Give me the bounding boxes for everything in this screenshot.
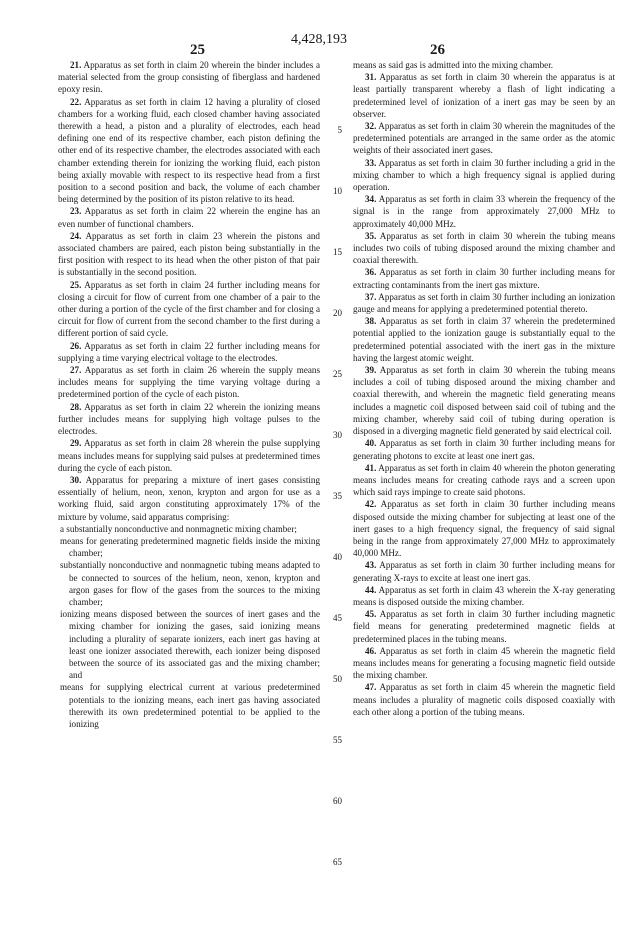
line-number: 35 bbox=[333, 491, 342, 501]
claim-46: 46. Apparatus as set forth in claim 45 wherein the magnetic field means includes means for generating a focusing magnetic field outside the mixing chamber. bbox=[353, 645, 615, 681]
claim-40: 40. Apparatus as set forth in claim 30 further including means for generating photons to excite at least one inert gas. bbox=[353, 438, 615, 461]
claim-42: 42. Apparatus as set forth in claim 30 further including means disposed outside the mixing chamber for subjecting at least one of the inert gases to a high frequency signal, the frequency of said signal being in the range from approximately 27,000 MHz to approximately 40,000 MHz. bbox=[353, 499, 615, 559]
claim-30-element: means for supplying electrical current at various predetermined potentials to the ionizing means, each inert gas having associated therewith its own predetermined potential to be applied to the ionizing bbox=[60, 682, 320, 729]
claim-30-continuation: means as said gas is admitted into the mixing chamber. bbox=[353, 60, 554, 70]
line-number: 10 bbox=[333, 186, 342, 196]
page-number-left: 25 bbox=[190, 42, 205, 58]
claim-23: 23. Apparatus as set forth in claim 22 wherein the engine has an even number of functional chambers. bbox=[58, 206, 320, 229]
line-number: 65 bbox=[333, 857, 342, 867]
right-column bbox=[353, 59, 615, 718]
claim-37: 37. Apparatus as set forth in claim 30 further including an ionization gauge and means for applying a predetermined potential thereto. bbox=[353, 291, 615, 315]
claim-47: 47. Apparatus as set forth in claim 45 wherein the magnetic field means includes a plurality of magnetic coils disposed coaxially with each other along a portion of the tubing means. bbox=[353, 682, 615, 717]
patent-number: 4,428,193 bbox=[291, 32, 347, 47]
claim-28: 28. Apparatus as set forth in claim 22 wherein the ionizing means further includes means for supplying high voltage pulses to the electrodes. bbox=[58, 401, 320, 437]
claim-45: 45. Apparatus as set forth in claim 30 further including magnetic field means for generating predetermined magnetic fields at predetermined places in the tubing means. bbox=[353, 609, 615, 644]
claim-43: 43. Apparatus as set forth in claim 30 further including means for generating X-rays to excite at least one inert gas. bbox=[353, 560, 615, 583]
line-number: 40 bbox=[333, 552, 342, 562]
claim-30-element: a substantially nonconductive and nonmagnetic mixing chamber; bbox=[60, 523, 297, 534]
claim-30-element: ionizing means disposed between the sources of inert gases and the mixing chamber for ionizing the gases, said ionizing means including a plurality of separate ionizers, each inert gas having at least one ionizer associated therewith, each ionizer being disposed between the source of its associated gas and the mixing chamber; and bbox=[60, 609, 320, 681]
page-number-right: 26 bbox=[430, 42, 445, 58]
line-number: 60 bbox=[333, 796, 342, 806]
claim-24: 24. Apparatus as set forth in claim 23 wherein the pistons and associated chambers are paired, each piston being substantially in the first position with respect to its head when the other piston of that pair is substantially in the second position. bbox=[58, 230, 320, 278]
claim-31: 31. Apparatus as set forth in claim 30 wherein the apparatus is at least partially transparent whereby a flash of light indicating a predetermined level of ionization of a inert gas may be seen by an observer. bbox=[353, 72, 615, 119]
claim-22: 22. Apparatus as set forth in claim 12 having a plurality of closed chambers for a working fluid, each closed chamber having associated therewith a head, a piston and a plurality of electrodes, each head defining one end of its respective chamber, each piston defining the other end of its respective chamber, the electrodes associated with each chamber extending therein for ionizing the working fluid, each piston being axially movable with respect to its respective head from a first position to a second position and back, the volume of each chamber being determined by the position of its piston relative to its head. bbox=[58, 96, 320, 205]
line-number: 30 bbox=[333, 430, 342, 440]
line-number: 20 bbox=[333, 308, 342, 318]
claim-21: 21. Apparatus as set forth in claim 20 wherein the binder includes a material selected from the group consisting of fiberglass and hardened epoxy resin. bbox=[58, 60, 320, 95]
line-number: 50 bbox=[333, 674, 342, 684]
claim-39: 39. Apparatus as set forth in claim 30 wherein the tubing means includes a coil of tubing disposed around the mixing chamber and coaxial therewith, and wherein the magnetic field generating means includes a magnetic coil disposed between said coil of tubing and the mixing chamber, whereby said coil of tubing during operation is disposed in a diverging magnetic field generated by said electrical coil. bbox=[353, 365, 615, 437]
claim-32: 32. Apparatus as set forth in claim 30 wherein the magnitudes of the predetermined potentials are arranged in the same order as the atomic weights of their associated inert gases. bbox=[353, 121, 615, 156]
claim-36: 36. Apparatus as set forth in claim 30 further including means for extracting contaminants from the inert gas mixture. bbox=[353, 267, 615, 290]
claim-41: 41. Apparatus as set forth in claim 40 wherein the photon generating means includes means for creating cathode rays and a screen upon which said rays impinge to create said photons. bbox=[353, 462, 615, 498]
claim-33: 33. Apparatus as set forth in claim 30 further including a grid in the mixing chamber to which a high frequency signal is applied during operation. bbox=[353, 157, 615, 193]
line-number: 45 bbox=[333, 613, 342, 623]
claim-30-element: means for generating predetermined magnetic fields inside the mixing chamber; bbox=[60, 535, 320, 559]
line-number: 5 bbox=[337, 125, 342, 135]
line-number: 55 bbox=[333, 735, 342, 745]
claim-34: 34. Apparatus as set forth in claim 33 wherein the frequency of the signal is in the range from approximately 27,000 MHz to approximately 40,000 MHz. bbox=[353, 194, 615, 229]
line-number: 15 bbox=[333, 247, 342, 257]
claim-38: 38. Apparatus as set forth in claim 37 wherein the predetermined potential applied to the ionization gauge is substantially equal to the predetermined potential associated with the inert gas in the mixture having the largest atomic weight. bbox=[353, 316, 615, 363]
left-column bbox=[58, 59, 320, 730]
claim-30: 30. Apparatus for preparing a mixture of inert gases consisting essentially of helium, neon, xenon, krypton and argon for use as a working fluid, said argon constituting approximately 17% of the mixture by volume, said apparatus comprising: bbox=[58, 474, 320, 522]
claim-26: 26. Apparatus as set forth in claim 22 further including means for supplying a time varying electrical voltage to the electrodes. bbox=[58, 340, 320, 363]
claim-35: 35. Apparatus as set forth in claim 30 wherein the tubing means includes two coils of tubing disposed around the mixing chamber and coaxial therewith. bbox=[353, 230, 615, 266]
claim-29: 29. Apparatus as set forth in claim 28 wherein the pulse supplying means includes means for supplying said pulses at predetermined times during the cycle of each piston. bbox=[58, 438, 320, 473]
line-number: 25 bbox=[333, 369, 342, 379]
claim-44: 44. Apparatus as set forth in claim 43 wherein the X-ray generating means is disposed outside the mixing chamber. bbox=[353, 584, 615, 607]
claim-25: 25. Apparatus as set forth in claim 24 further including means for closing a circuit for flow of current from one chamber of a pair to the other during a portion of the cycle of the first chamber and for closing a circuit for flow of current from the second chamber to the first during a different portion of said cycle. bbox=[58, 279, 320, 339]
claim-27: 27. Apparatus as set forth in claim 26 wherein the supply means includes means for supplying the time varying voltage during a predetermined portion of the cycle of each piston. bbox=[58, 365, 320, 400]
claim-30-element: substantially nonconductive and nonmagnetic tubing means adapted to be connected to sources of the helium, neon, xenon, krypton and argon gases for flow of the gases from the sources to the mixing chamber; bbox=[60, 560, 320, 607]
